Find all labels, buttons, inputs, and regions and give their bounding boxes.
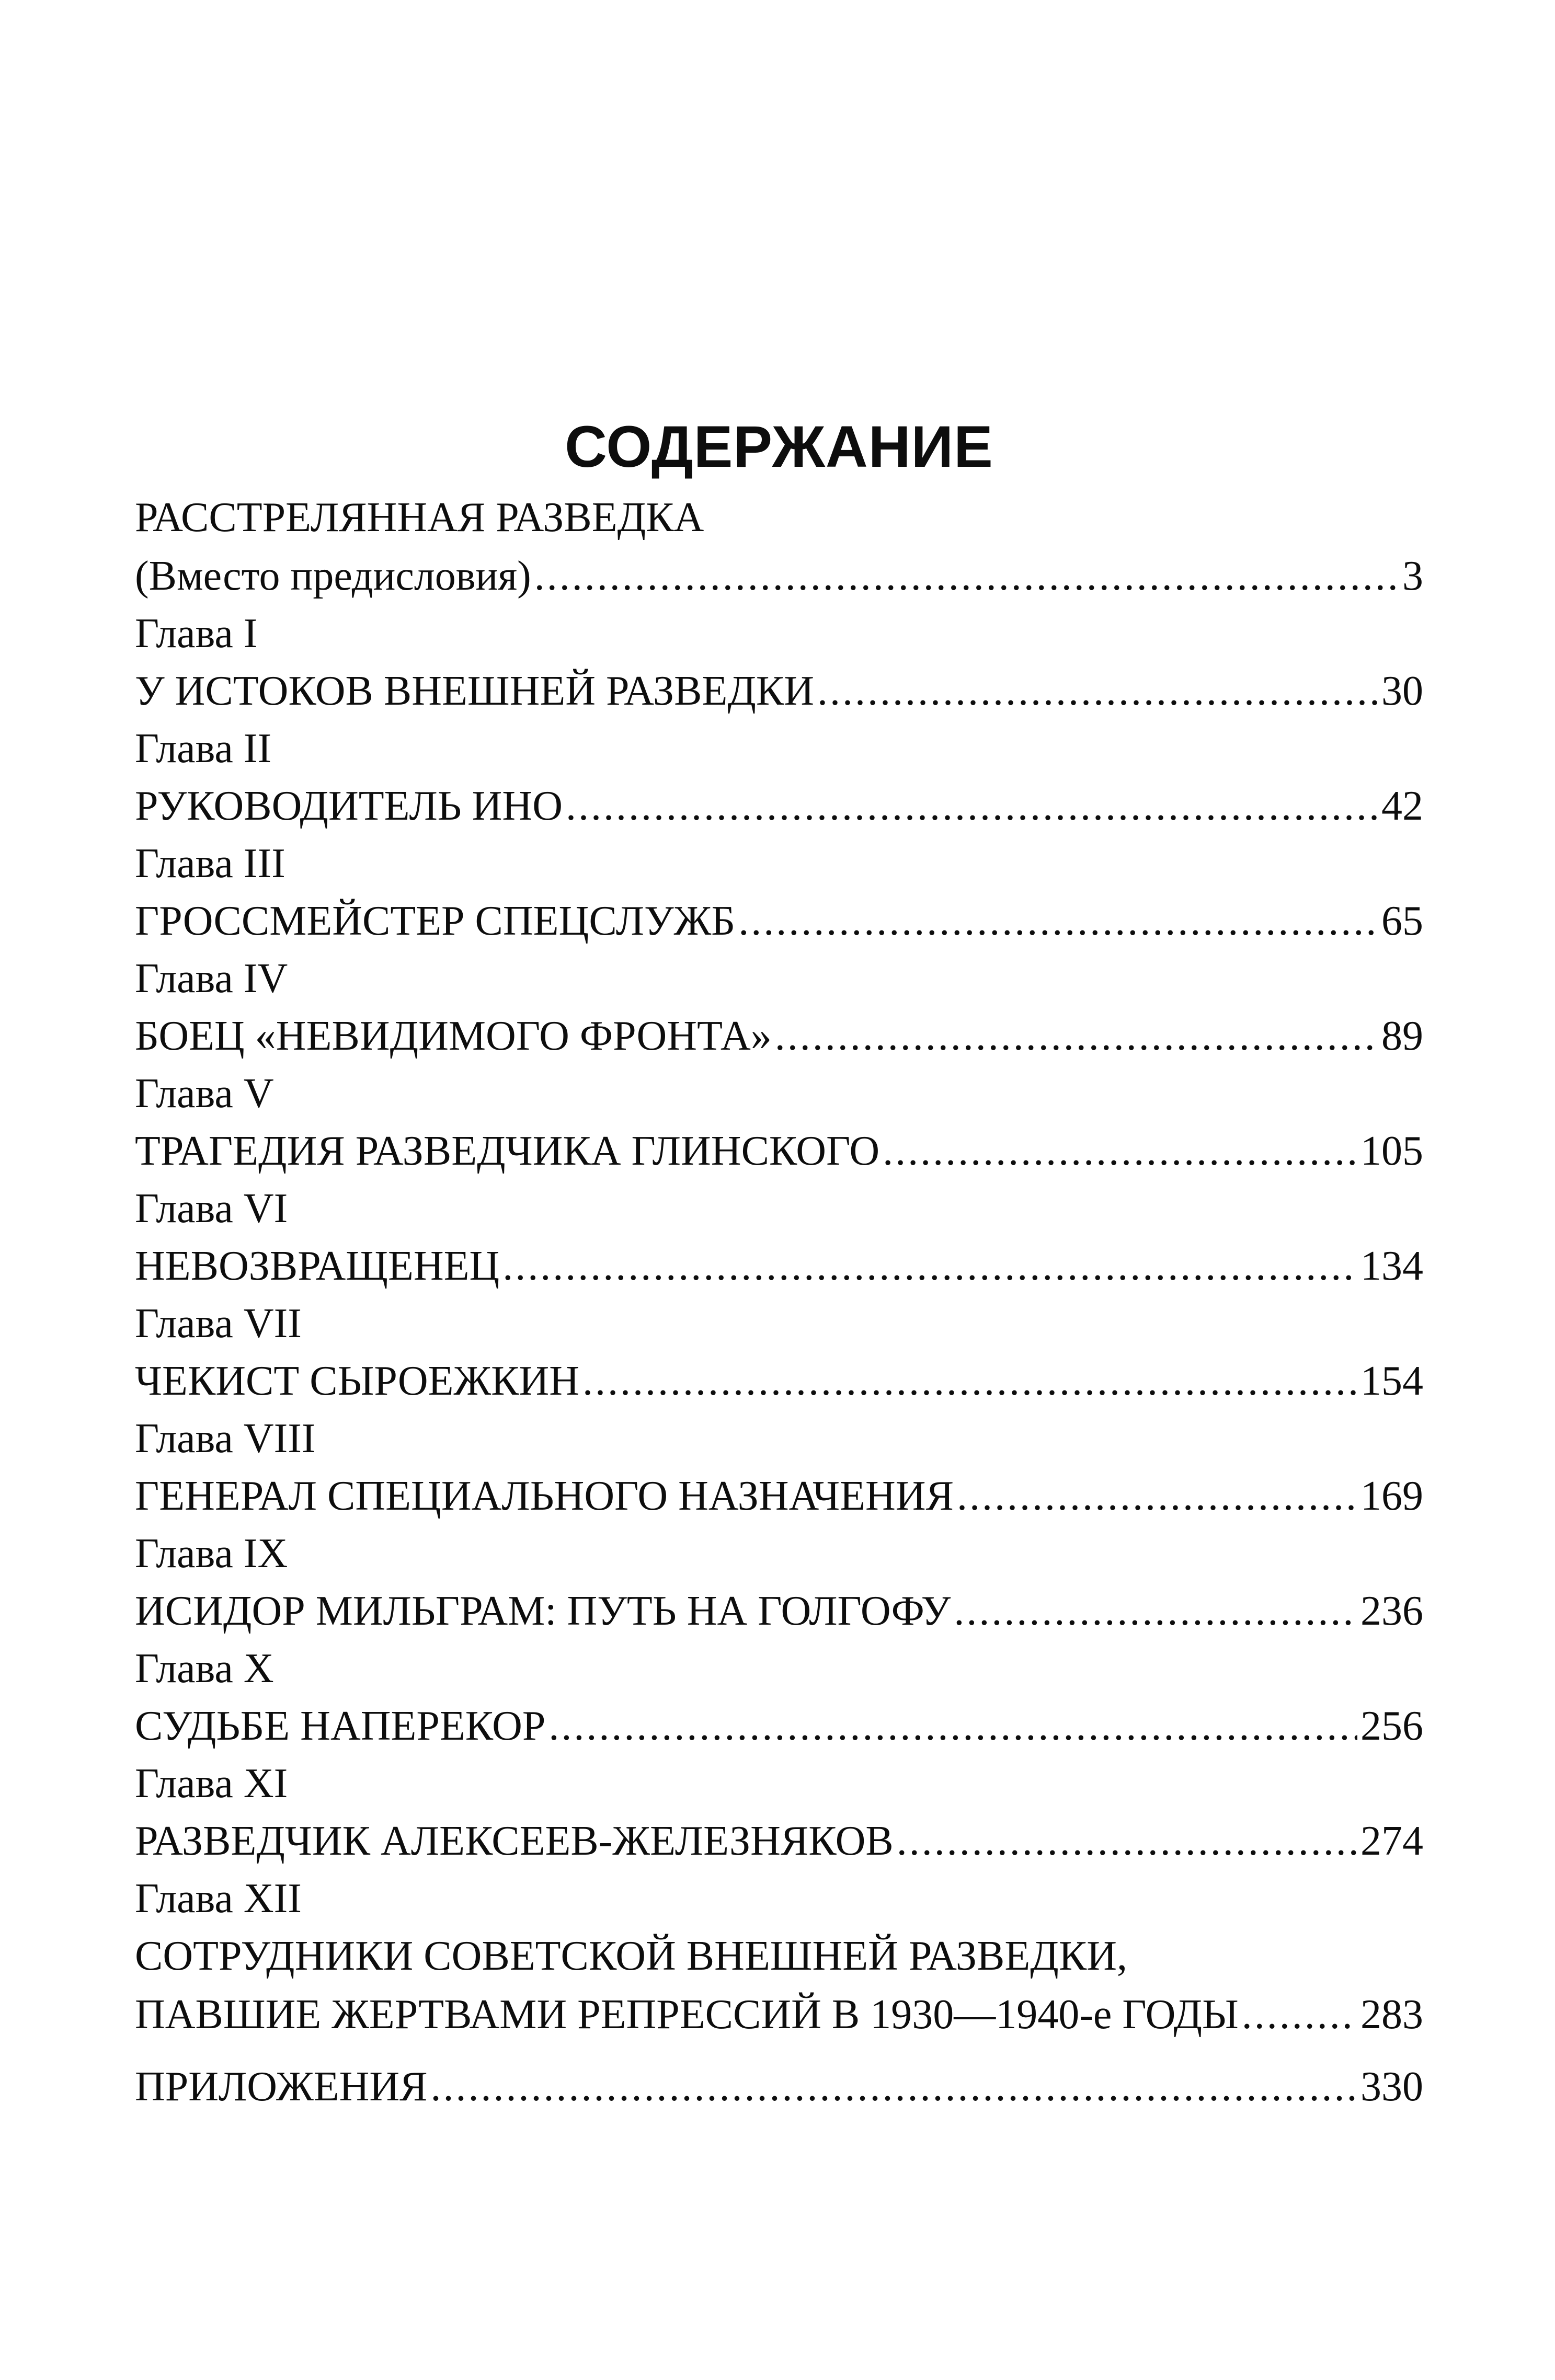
dot-leader: [954, 1582, 1357, 1640]
dot-leader: [957, 1467, 1357, 1525]
entry-title: РУКОВОДИТЕЛЬ ИНО: [135, 783, 563, 829]
toc-entry[interactable]: [135, 1065, 1423, 1180]
toc-entry[interactable]: [135, 1755, 1423, 1870]
entry-title: У ИСТОКОВ ВНЕШНЕЙ РАЗВЕДКИ: [135, 668, 815, 714]
toc-entry[interactable]: [135, 1870, 1423, 2044]
chapter-label: Глава XII: [135, 1876, 302, 1922]
toc-entry[interactable]: [135, 1295, 1423, 1410]
chapter-label: Глава IV: [135, 956, 288, 1002]
chapter-label: Глава II: [135, 726, 272, 772]
dot-leader: [1242, 1985, 1357, 2044]
entry-title-line: СОТРУДНИКИ СОВЕТСКОЙ ВНЕШНЕЙ РАЗВЕДКИ,: [135, 1933, 1127, 1979]
page-number: 236: [1360, 1588, 1423, 1634]
toc-entry[interactable]: [135, 1410, 1423, 1525]
entry-title: ПАВШИЕ ЖЕРТВАМИ РЕПРЕССИЙ В 1930—1940-е ГОДЫ: [135, 1992, 1239, 2038]
entry-leader-line: [135, 1352, 1423, 1410]
toc-entry[interactable]: [135, 488, 1423, 605]
page-number: 154: [1360, 1358, 1423, 1404]
toc-entry[interactable]: [135, 720, 1423, 835]
entry-leader-line: [135, 1812, 1423, 1870]
chapter-label: Глава VIII: [135, 1416, 316, 1462]
page-number: 134: [1360, 1243, 1423, 1289]
entry-title: СУДЬБЕ НАПЕРЕКОР: [135, 1703, 546, 1749]
table-of-contents: [135, 408, 1423, 2116]
entry-title: ПРИЛОЖЕНИЯ: [135, 2064, 428, 2110]
dot-leader: [775, 1007, 1378, 1065]
page-number: 105: [1360, 1128, 1423, 1174]
page-number: 65: [1381, 898, 1423, 944]
dot-leader: [534, 547, 1399, 605]
chapter-label: Глава III: [135, 841, 285, 887]
page-number: 3: [1402, 553, 1423, 599]
page-number: 89: [1381, 1013, 1423, 1059]
entry-leader-line: [135, 777, 1423, 835]
entry-title: ГРОССМЕЙСТЕР СПЕЦСЛУЖБ: [135, 898, 736, 944]
toc-entry-list: [135, 488, 1423, 2116]
entry-leader-line: [135, 2057, 1423, 2116]
entry-leader-line: [135, 662, 1423, 720]
chapter-label: Глава VII: [135, 1301, 302, 1347]
page-title: СОДЕРЖАНИЕ: [565, 414, 993, 479]
page-number: 169: [1360, 1473, 1423, 1519]
entry-leader-line: [135, 1582, 1423, 1640]
toc-entry[interactable]: [135, 605, 1423, 720]
entry-leader-line: [135, 547, 1423, 605]
entry-title: ИСИДОР МИЛЬГРАМ: ПУТЬ НА ГОЛГОФУ: [135, 1588, 951, 1634]
entry-leader-line: [135, 1237, 1423, 1295]
toc-entry[interactable]: [135, 1640, 1423, 1755]
entry-leader-line: [135, 892, 1423, 950]
dot-leader: [883, 1122, 1357, 1180]
toc-entry[interactable]: [135, 950, 1423, 1065]
dot-leader: [502, 1237, 1357, 1295]
entry-leader-line: [135, 1122, 1423, 1180]
dot-leader: [738, 892, 1378, 950]
chapter-label: Глава V: [135, 1071, 274, 1117]
entry-leader-line: [135, 1697, 1423, 1755]
chapter-label: Глава XI: [135, 1761, 288, 1807]
entry-title: ЧЕКИСТ СЫРОЕЖКИН: [135, 1358, 580, 1404]
dot-leader: [582, 1352, 1357, 1410]
chapter-label: Глава I: [135, 611, 258, 657]
toc-entry[interactable]: [135, 1180, 1423, 1295]
page-number: 42: [1381, 783, 1423, 829]
dot-leader: [548, 1697, 1357, 1755]
dot-leader: [897, 1812, 1357, 1870]
entry-title: БОЕЦ «НЕВИДИМОГО ФРОНТА»: [135, 1013, 772, 1059]
entry-title: (Вместо предисловия): [135, 553, 531, 599]
dot-leader: [817, 662, 1378, 720]
entry-title: НЕВОЗВРАЩЕНЕЦ: [135, 1243, 500, 1289]
entry-title: ГЕНЕРАЛ СПЕЦИАЛЬНОГО НАЗНАЧЕНИЯ: [135, 1473, 954, 1519]
page-number: 256: [1360, 1703, 1423, 1749]
page-number: 30: [1381, 668, 1423, 714]
page-number: 330: [1360, 2064, 1423, 2110]
dot-leader: [566, 777, 1378, 835]
page-number: 274: [1360, 1818, 1423, 1864]
chapter-label: Глава IX: [135, 1531, 288, 1577]
page-number: 283: [1360, 1992, 1423, 2038]
toc-entry[interactable]: [135, 835, 1423, 950]
entry-leader-line: [135, 1007, 1423, 1065]
entry-title-line: РАССТРЕЛЯННАЯ РАЗВЕДКА: [135, 495, 704, 541]
entry-title: РАЗВЕДЧИК АЛЕКСЕЕВ-ЖЕЛЕЗНЯКОВ: [135, 1818, 894, 1864]
entry-leader-line: [135, 1467, 1423, 1525]
dot-leader: [431, 2057, 1357, 2116]
toc-entry[interactable]: [135, 2057, 1423, 2116]
entry-leader-line: [135, 1985, 1423, 2044]
chapter-label: Глава X: [135, 1646, 274, 1692]
toc-entry[interactable]: [135, 1525, 1423, 1640]
chapter-label: Глава VI: [135, 1186, 288, 1232]
entry-title: ТРАГЕДИЯ РАЗВЕДЧИКА ГЛИНСКОГО: [135, 1128, 880, 1174]
